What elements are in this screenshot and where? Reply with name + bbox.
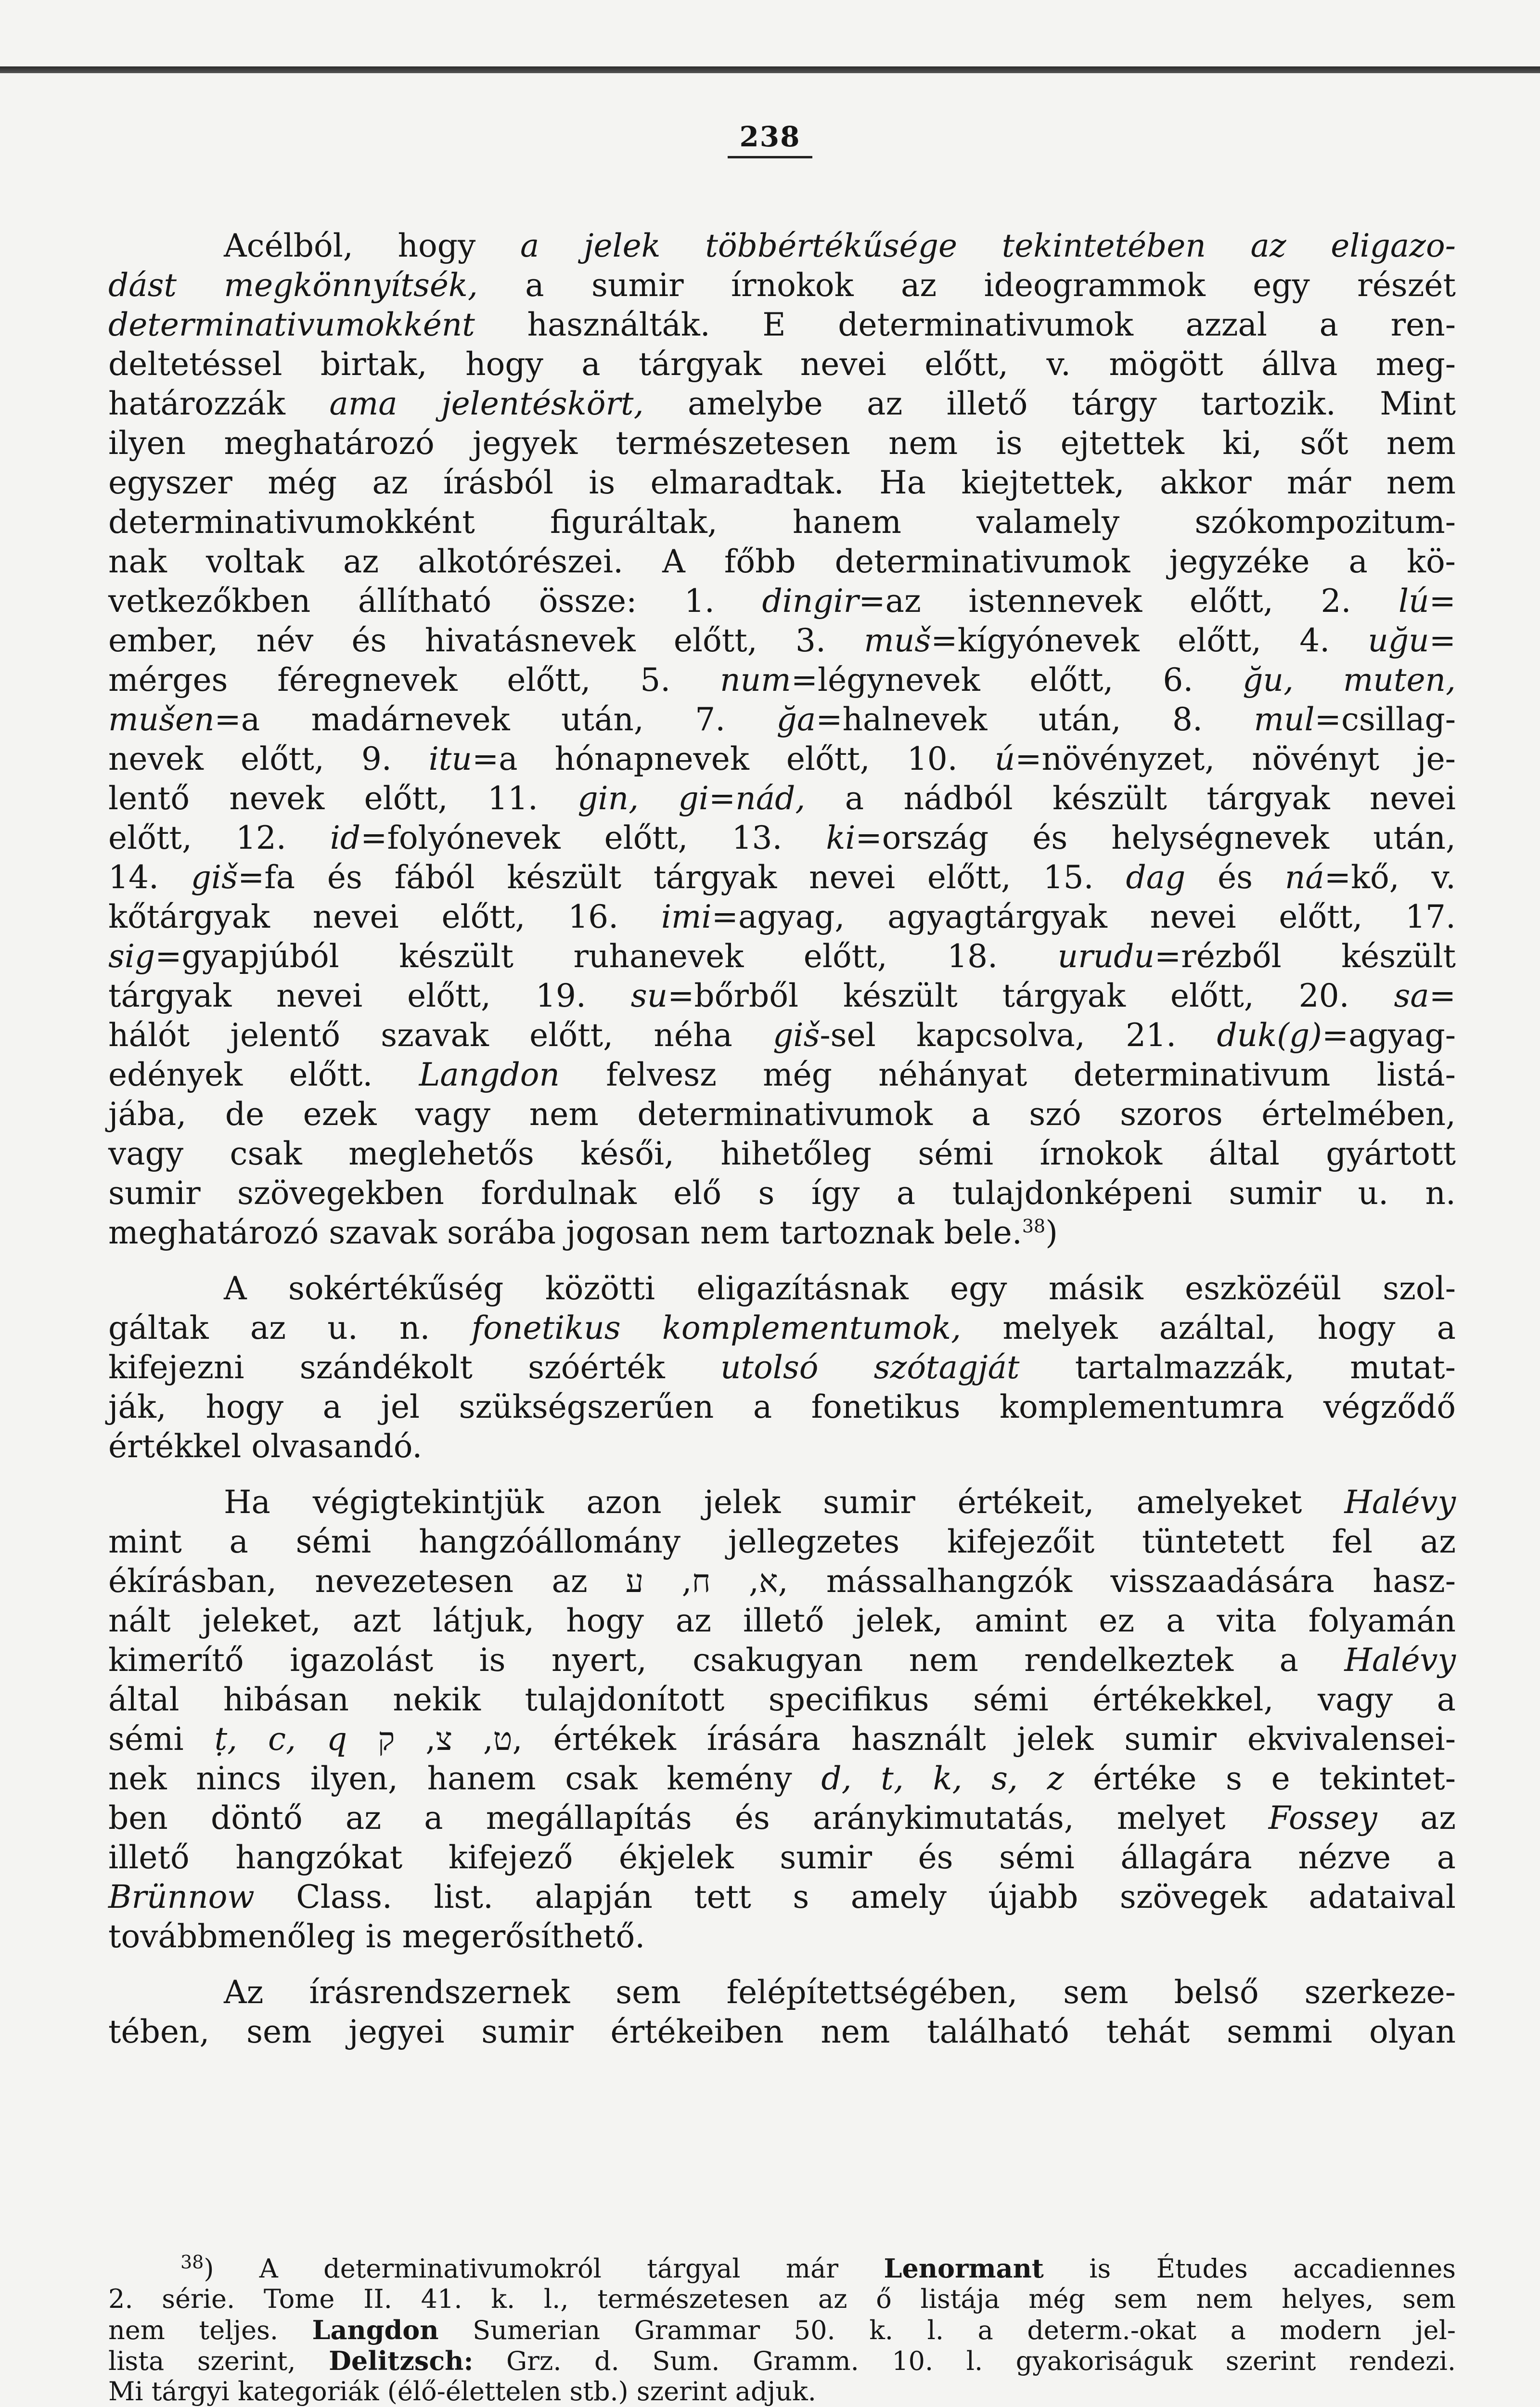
text-line: meghatározó szavak sorába jogosan nem tartoznak bele.$^{38}$) <box>108 1214 1058 1251</box>
text-line: sig=gyapjúból készült ruhanevek előtt, 18. urudu=rézből készült <box>108 938 1456 975</box>
text-line: sumir szövegekben fordulnak elő s így a tulajdonképeni sumir u. n. <box>108 1175 1456 1212</box>
footnote-line: $^{38}$) A determinativumokról tárgyal már Lenormant is Études accadiennes <box>180 2252 1456 2284</box>
text-line: tében, sem jegyei sumir értékeiben nem található tehát semmi olyan <box>108 2013 1456 2050</box>
paragraph <box>108 1269 1456 1466</box>
text-line: lentő nevek előtt, 11. gin, gi=nád, a nádból készült tárgyak nevei <box>108 780 1456 817</box>
text-line: Acélból, hogy a jelek többértékűsége tekintetében az eligazo- <box>224 227 1456 264</box>
text-line: előtt, 12. id=folyónevek előtt, 13. ki=ország és helységnevek után, <box>108 819 1456 856</box>
text-line: kimerítő igazolást is nyert, csakugyan nem rendelkeztek a Halévy <box>108 1642 1456 1679</box>
paragraph <box>108 1483 1456 1956</box>
text-line: nált jeleket, azt látjuk, hogy az illető jelek, amint ez a vita folyamán <box>108 1602 1456 1639</box>
text-line: vetkezőkben állítható össze: 1. dingir=az istennevek előtt, 2. lú= <box>108 582 1456 620</box>
page-number: 238 <box>0 120 1540 153</box>
text-line: dást megkönnyítsék, a sumir írnokok az ideogrammok egy részét <box>108 267 1456 304</box>
footnote-line: lista szerint, Delitzsch: Grz. d. Sum. Gramm. 10. l. gyakoriságuk szerint rendezi. <box>108 2345 1456 2376</box>
footnote-line: Mi tárgyi kategoriák (élő-élettelen stb.) szerint adjuk. <box>108 2376 816 2407</box>
text-line: nek nincs ilyen, hanem csak kemény d, t, k, s, z értéke s e tekintet- <box>108 1760 1456 1797</box>
text-line: mušen=a madárnevek után, 7. ğa=halnevek után, 8. mul=csillag- <box>108 701 1456 738</box>
text-line: 14. giš=fa és fából készült tárgyak nevei előtt, 15. dag és ná=kő, v. <box>108 859 1456 896</box>
text-line: illető hangzókat kifejező ékjelek sumir és sémi állagára nézve a <box>108 1839 1456 1876</box>
text-line: értékkel olvasandó. <box>108 1428 423 1465</box>
text-line: ják, hogy a jel szükségszerűen a fonetikus komplementumra végződő <box>108 1388 1456 1425</box>
text-line: Brünnow Class. list. alapján tett s amely újabb szövegek adataival <box>108 1878 1456 1915</box>
text-line: gáltak az u. n. fonetikus komplementumok, melyek azáltal, hogy a <box>108 1309 1456 1346</box>
text-line: hálót jelentő szavak előtt, néha giš-sel kapcsolva, 21. duk(g)=agyag- <box>108 1017 1456 1054</box>
text-line: determinativumokként figuráltak, hanem valamely szókompozitum- <box>108 504 1456 541</box>
text-line: Az írásrendszernek sem felépítettségében, sem belső szerkeze- <box>224 1974 1456 2011</box>
text-line: Ha végigtekintjük azon jelek sumir értékeit, amelyeket Halévy <box>224 1484 1456 1521</box>
text-line: deltetéssel birtak, hogy a tárgyak nevei előtt, v. mögött állva meg- <box>108 346 1456 383</box>
text-line: mint a sémi hangzóállomány jellegzetes kifejezőit tüntetett fel az <box>108 1523 1456 1560</box>
main-text <box>108 226 1456 2052</box>
text-line: által hibásan nekik tulajdonított specifikus sémi értékekkel, vagy a <box>108 1681 1456 1718</box>
text-line: mérges féregnevek előtt, 5. num=légynevek előtt, 6. ğu, muten, <box>108 661 1456 699</box>
text-line: határozzák ama jelentéskört, amelybe az illető tárgy tartozik. Mint <box>108 385 1456 422</box>
text-line: továbbmenőleg is megerősíthető. <box>108 1918 645 1955</box>
text-line: kifejezni szándékolt szóérték utolsó szótagját tartalmazzák, mutat- <box>108 1349 1456 1386</box>
text-line: kőtárgyak nevei előtt, 16. imi=agyag, agyagtárgyak nevei előtt, 17. <box>108 898 1456 935</box>
text-line: ilyen meghatározó jegyek természetesen nem is ejtettek ki, sőt nem <box>108 425 1456 462</box>
text-line: determinativumokként használták. E determinativumok azzal a ren- <box>108 306 1456 343</box>
text-line: ember, név és hivatásnevek előtt, 3. muš=kígyónevek előtt, 4. uğu= <box>108 622 1456 659</box>
text-line: ben döntő az a megállapítás és aránykimutatás, melyet Fossey az <box>108 1799 1456 1837</box>
text-line: nak voltak az alkotórészei. A főbb determinativumok jegyzéke a kö- <box>108 543 1456 580</box>
scan-top-border <box>0 66 1540 73</box>
text-line: sémi ṭ, c, q ט, צ, ק, értékek írására használt jelek sumir ekvivalensei- <box>108 1721 1456 1758</box>
text-line: ékírásban, nevezetesen az א, ח, ע, mássalhangzók visszaadására hasz- <box>108 1563 1456 1600</box>
text-line: jába, de ezek vagy nem determinativumok a szó szoros értelmében, <box>108 1096 1456 1133</box>
text-line: tárgyak nevei előtt, 19. su=bőrből készült tárgyak előtt, 20. sa= <box>108 977 1456 1014</box>
footnote-line: nem teljes. Langdon Sumerian Grammar 50. k. l. a determ.-okat a modern jel- <box>108 2315 1456 2345</box>
text-line: egyszer még az írásból is elmaradtak. Ha kiejtettek, akkor már nem <box>108 464 1456 501</box>
text-line: edények előtt. Langdon felvesz még néhányat determinativum listá- <box>108 1056 1456 1093</box>
paragraph <box>108 1973 1456 2052</box>
paragraph <box>108 226 1456 1253</box>
text-line: vagy csak meglehetős késői, hihetőleg sémi írnokok által gyártott <box>108 1135 1456 1172</box>
text-line: A sokértékűség közötti eligazításnak egy másik eszközéül szol- <box>224 1270 1456 1307</box>
text-line: nevek előtt, 9. itu=a hónapnevek előtt, 10. ú=növényzet, növényt je- <box>108 740 1456 777</box>
footnote-line: 2. série. Tome II. 41. k. l., természetesen az ő listája még sem nem helyes, sem <box>108 2284 1456 2314</box>
footnotes <box>108 2253 1456 2407</box>
